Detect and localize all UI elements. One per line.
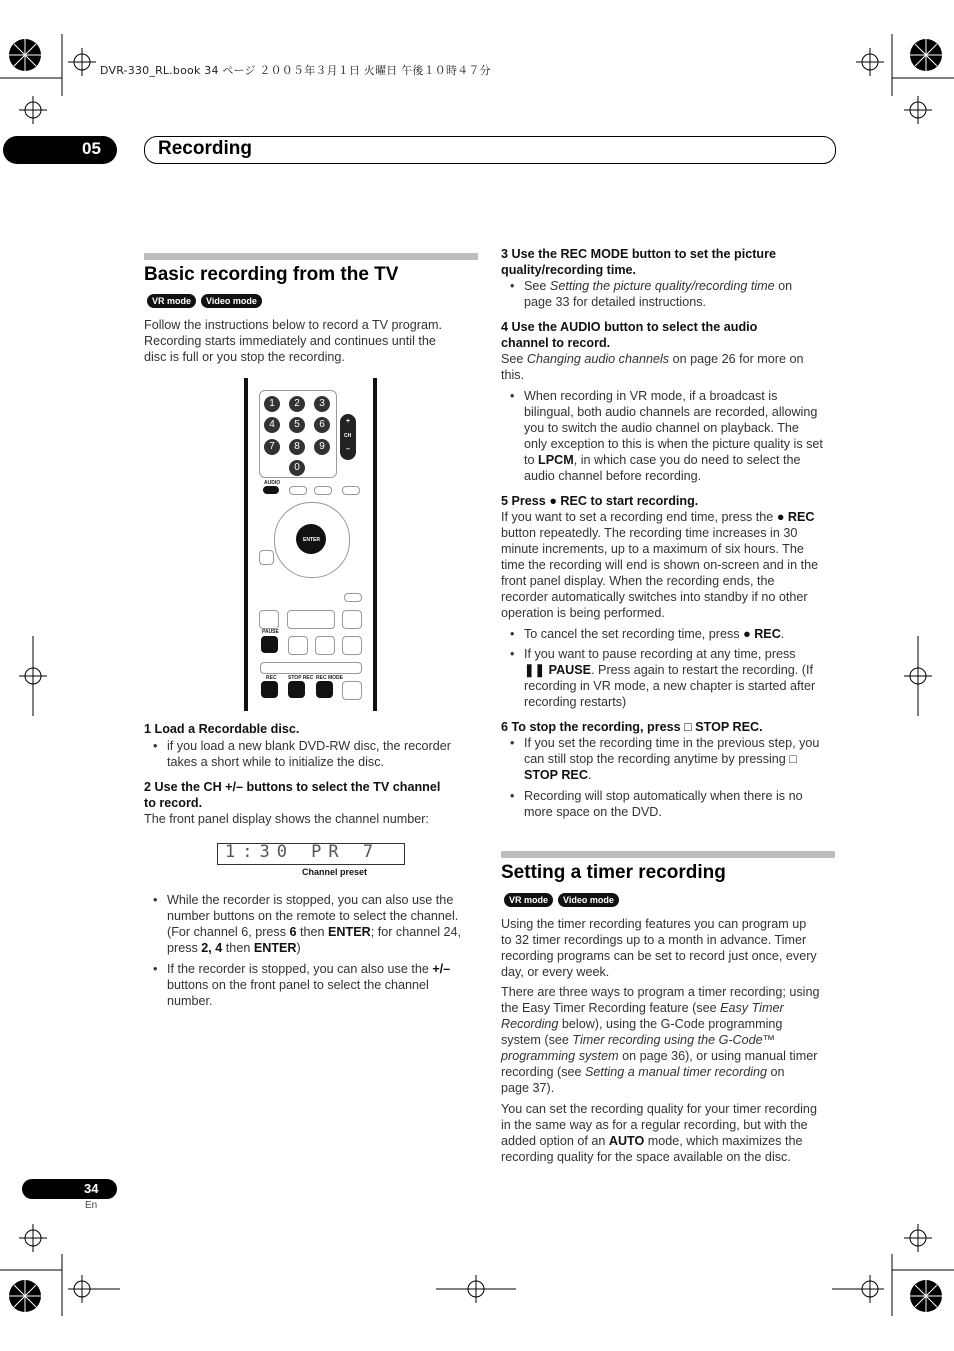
remote-edge-right bbox=[373, 378, 377, 711]
remote-button bbox=[342, 486, 360, 495]
audio-button bbox=[263, 486, 279, 494]
timer-section-heading: Setting a timer recording bbox=[501, 862, 726, 883]
file-info: DVR-330_RL.book 34 ページ ２００５年３月１日 火曜日 午後１０時４７分 bbox=[100, 64, 491, 77]
timer-paragraph-2: There are three ways to program a timer recording; using the Easy Timer Recording feature (see Easy Timer Recording below), using the G-Code programming system (see Timer recording using the G-Code™ programming system on page 36), or using manual timer recording (see Setting a manual timer recording on page 37). bbox=[501, 985, 820, 1095]
section-rule bbox=[144, 253, 478, 260]
timer-paragraph-1: Using the timer recording features you can program up to 32 timer recordings up to a month in advance. Timer recording programs can be set to record just once, every day, or every week. bbox=[501, 917, 817, 979]
intro-paragraph: Follow the instructions below to record a TV program. Recording starts immediately and continues until the disc is full or you stop the recording. bbox=[144, 318, 442, 364]
step4-text: See Changing audio channels on page 26 for more on this. bbox=[501, 352, 804, 382]
button-3: 3 bbox=[314, 396, 330, 412]
step2-bullet-1: • While the recorder is stopped, you can also use the number buttons on the remote to select the channel. (For channel 6, press 6 then ENTER; for channel 24, press 2, 4 then ENTER) bbox=[167, 892, 461, 956]
button-8: 8 bbox=[289, 439, 305, 455]
button-6: 6 bbox=[314, 417, 330, 433]
pause-button bbox=[261, 636, 278, 653]
chapter-number: 05 bbox=[82, 139, 101, 158]
ch-minus-label: – bbox=[346, 446, 350, 453]
vr-mode-badge: VR mode bbox=[147, 294, 196, 308]
step2-title: 2 Use the CH +/– buttons to select the TV channel to record. bbox=[144, 780, 441, 810]
remote-button bbox=[342, 636, 362, 655]
step4-bullet: • When recording in VR mode, if a broadcast is bilingual, both audio channels are recorded, allowing you to switch the audio channel on playback. The only exception to this is when the picture quality is set to LPCM, in which case you do need to select the audio channel before recording. bbox=[524, 388, 823, 484]
ch-label: CH bbox=[344, 433, 352, 439]
step3-bullet: • See Setting the picture quality/recording time on page 33 for detailed instructions. bbox=[524, 278, 792, 310]
page-number-badge bbox=[22, 1179, 117, 1199]
remote-button bbox=[344, 593, 362, 602]
step6-bullet-1: • If you set the recording time in the previous step, you can still stop the recording anytime by pressing □ STOP REC. bbox=[524, 735, 819, 783]
ch-plus-label: + bbox=[346, 418, 351, 425]
page-number: 34 bbox=[84, 1181, 99, 1196]
rec-button bbox=[261, 681, 278, 698]
step3-title: 3 Use the REC MODE button to set the picture quality/recording time. bbox=[501, 247, 776, 277]
rec-mode-label: REC MODE bbox=[316, 675, 343, 681]
remote-button bbox=[288, 636, 308, 655]
remote-button bbox=[259, 610, 279, 629]
section-heading: Basic recording from the TV bbox=[144, 264, 399, 285]
pause-label: PAUSE bbox=[262, 629, 279, 635]
step5-text: If you want to set a recording end time, press the ● REC button repeatedly. The recording time increases in 30 minute increments, up to a maximum of six hours. The time the recording will end is shown on-screen and in the front panel display. When the recording ends, the recorder automatically switches into standby if no other operation is being performed. bbox=[501, 510, 819, 620]
vr-mode-badge-2: VR mode bbox=[504, 893, 553, 907]
remote-button bbox=[315, 636, 335, 655]
remote-button bbox=[259, 550, 274, 565]
rec-label: REC bbox=[266, 675, 277, 681]
step2-bullet-2: • If the recorder is stopped, you can also use the +/– buttons on the front panel to select the channel number. bbox=[167, 961, 450, 1009]
step1-bullet: • if you load a new blank DVD-RW disc, the recorder takes a short while to initialize the disc. bbox=[167, 738, 451, 770]
chapter-title: Recording bbox=[158, 138, 252, 159]
display-readout: 1:30 PR 7 bbox=[225, 842, 381, 862]
remote-button bbox=[314, 486, 332, 495]
enter-label: ENTER bbox=[303, 537, 320, 543]
timer-paragraph-3: You can set the recording quality for your timer recording in the same way as for a regular recording, but with the added option of an AUTO mode, which maximizes the recording quality for the space available on the disc. bbox=[501, 1102, 817, 1164]
remote-edge-left bbox=[244, 378, 248, 711]
remote-illustration bbox=[244, 378, 378, 711]
step4-title: 4 Use the AUDIO button to select the audio channel to record. bbox=[501, 320, 758, 350]
video-mode-badge: Video mode bbox=[201, 294, 262, 308]
video-mode-badge-2: Video mode bbox=[558, 893, 619, 907]
remote-button bbox=[289, 486, 307, 495]
display-caption: Channel preset bbox=[302, 867, 368, 877]
step5-bullet-2: • If you want to pause recording at any time, press ❚❚ PAUSE. Press again to restart the recording. (If recording in VR mode, a new chapter is started after recording restarts) bbox=[524, 646, 815, 710]
section-rule-2 bbox=[501, 851, 835, 858]
rec-mode-button bbox=[316, 681, 333, 698]
button-0: 0 bbox=[289, 460, 305, 476]
audio-label: AUDIO bbox=[264, 480, 281, 486]
button-5: 5 bbox=[289, 417, 305, 433]
step6-title: 6 To stop the recording, press □ STOP REC. bbox=[501, 720, 763, 734]
button-1: 1 bbox=[264, 396, 280, 412]
remote-button-row bbox=[260, 662, 362, 674]
step5-bullet-1: • To cancel the set recording time, press ● REC. bbox=[524, 626, 784, 642]
step5-title: 5 Press ● REC to start recording. bbox=[501, 494, 699, 508]
step2-text: The front panel display shows the channel number: bbox=[144, 812, 429, 826]
page-language: En bbox=[85, 1200, 98, 1211]
stop-rec-label: STOP REC bbox=[288, 675, 314, 681]
stop-rec-button bbox=[288, 681, 305, 698]
remote-button bbox=[287, 610, 335, 629]
step1-title: 1 Load a Recordable disc. bbox=[144, 722, 300, 736]
button-7: 7 bbox=[264, 439, 280, 455]
button-9: 9 bbox=[314, 439, 330, 455]
step6-bullet-2: • Recording will stop automatically when there is no more space on the DVD. bbox=[524, 788, 803, 820]
button-2: 2 bbox=[289, 396, 305, 412]
button-4: 4 bbox=[264, 417, 280, 433]
remote-button bbox=[342, 610, 362, 629]
remote-button bbox=[342, 681, 362, 700]
